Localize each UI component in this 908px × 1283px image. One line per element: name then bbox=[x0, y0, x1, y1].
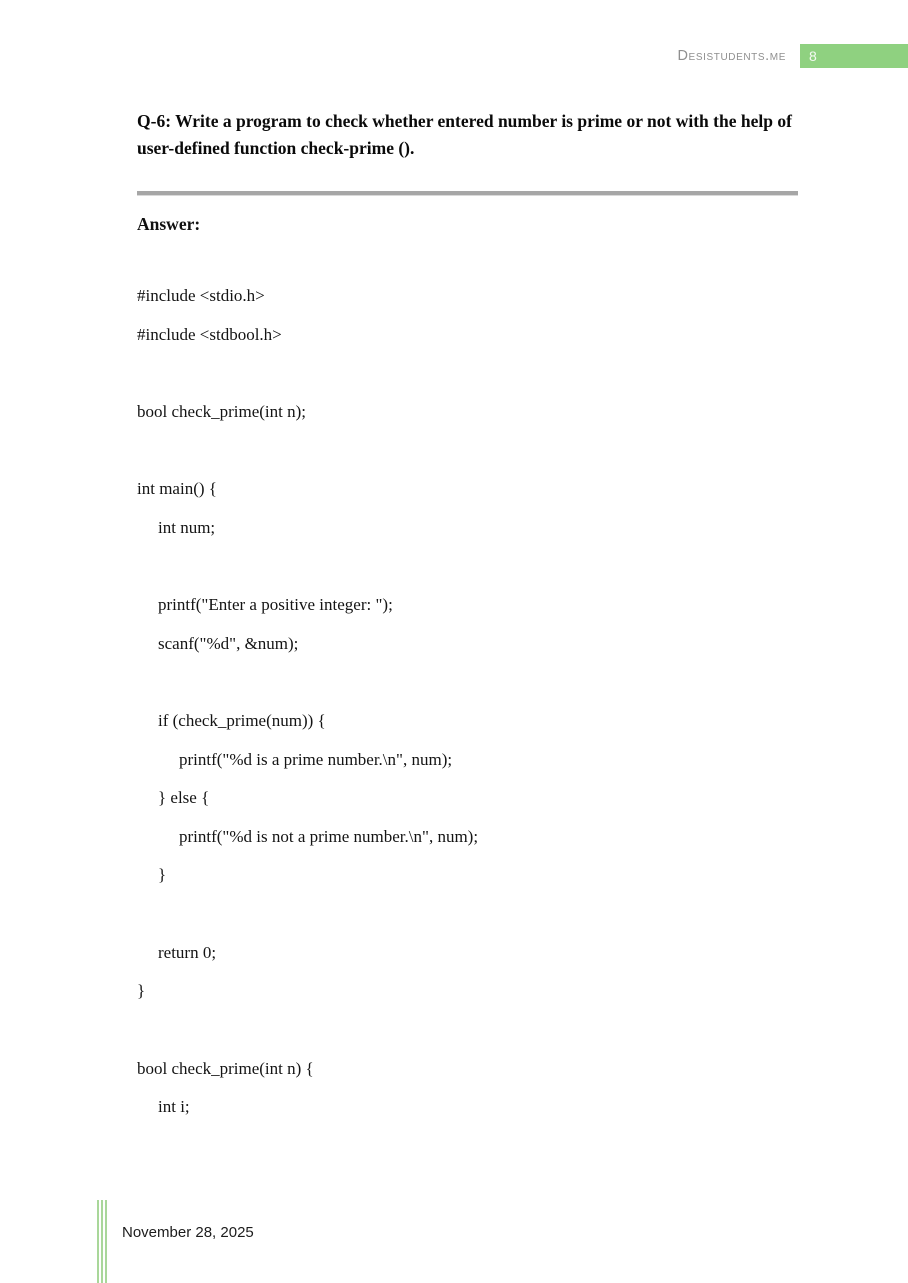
code-line bbox=[137, 895, 837, 934]
code-line: bool check_prime(int n); bbox=[137, 401, 307, 421]
code-line bbox=[137, 354, 837, 393]
page-header bbox=[0, 44, 908, 68]
code-line: #include <stdio.h> bbox=[137, 286, 265, 305]
code-line bbox=[137, 432, 837, 471]
footer-date: November 28, 2025 bbox=[122, 1224, 254, 1241]
page-number-bar bbox=[800, 44, 908, 68]
code-line bbox=[137, 663, 837, 702]
code-line: printf("%d is not a prime number.\n", num); bbox=[179, 826, 479, 846]
code-line: printf("%d is a prime number.\n", num); bbox=[179, 749, 453, 769]
code-line: return 0; bbox=[158, 942, 217, 962]
code-line bbox=[137, 1011, 837, 1050]
code-line bbox=[137, 547, 837, 586]
site-brand-label: Desistudents.me bbox=[677, 48, 786, 64]
code-line: int num; bbox=[158, 517, 216, 537]
code-line: printf("Enter a positive integer: "); bbox=[158, 595, 393, 614]
code-line: int main() { bbox=[137, 479, 217, 499]
code-line: int i; bbox=[158, 1097, 190, 1117]
divider-rule bbox=[137, 191, 798, 196]
code-line: } bbox=[137, 981, 146, 1001]
code-line: #include <stdbool.h> bbox=[137, 324, 282, 344]
page-number: 8 bbox=[809, 48, 817, 64]
code-block bbox=[137, 277, 837, 1127]
question-title: Q-6: Write a program to check whether entered number is prime or not with the help of user-defined function check-prime (). bbox=[137, 111, 792, 158]
code-line: bool check_prime(int n) { bbox=[137, 1058, 314, 1078]
answer-heading: Answer: bbox=[137, 214, 201, 234]
code-line: } bbox=[158, 865, 167, 885]
code-line: scanf("%d", &num); bbox=[158, 633, 299, 653]
footer-stripes-decoration bbox=[97, 1200, 107, 1283]
code-line: } else { bbox=[158, 788, 210, 808]
code-line: if (check_prime(num)) { bbox=[158, 710, 326, 730]
